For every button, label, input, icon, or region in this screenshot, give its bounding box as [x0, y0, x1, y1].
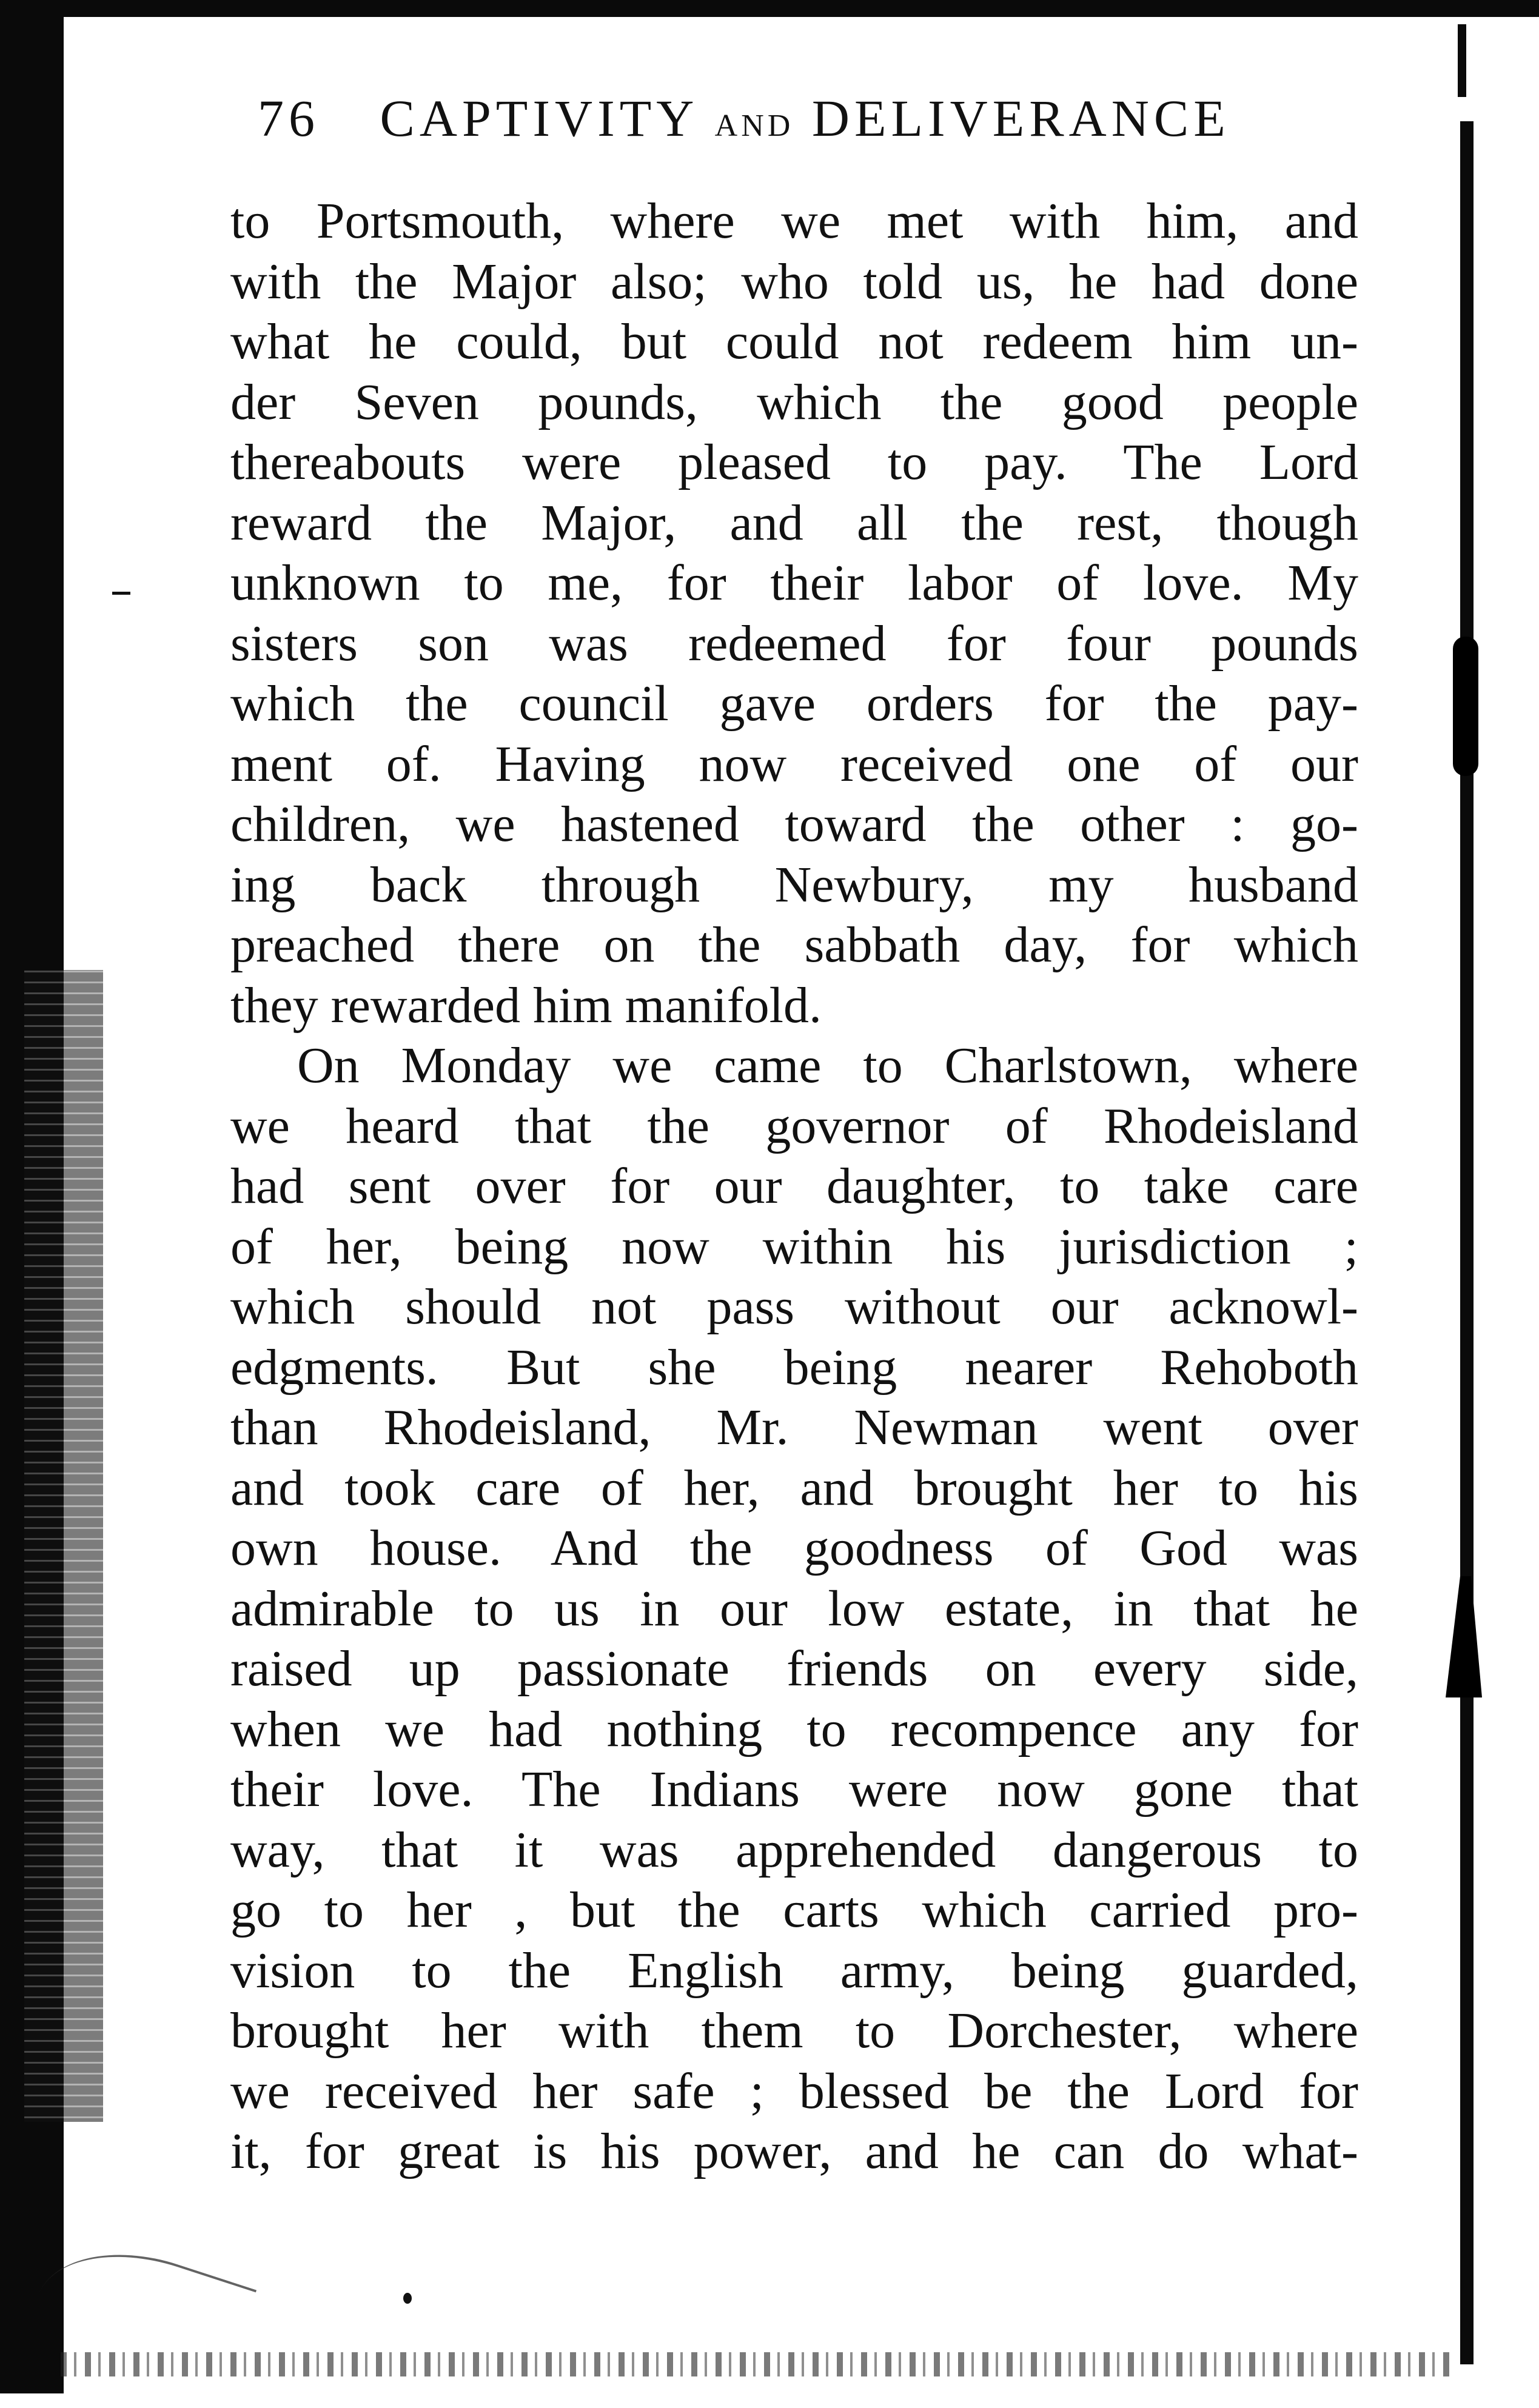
paragraph-2	[230, 1035, 1358, 2182]
text-line: which should not pass without our acknowl-	[230, 1279, 1358, 1335]
text-line: ing back through Newbury, my husband	[230, 856, 1358, 913]
text-line: On Monday we came to Charlstown, where	[297, 1037, 1358, 1094]
paragraph-1	[230, 191, 1358, 1035]
text-line: brought her with them to Dorchester, where	[230, 2002, 1358, 2059]
text-line: and took care of her, and brought her to his	[230, 1459, 1358, 1516]
text-line: to Portsmouth, where we met with him, and	[230, 193, 1358, 249]
text-line: unknown to me, for their labor of love. My	[230, 555, 1358, 611]
body-text	[230, 191, 1358, 2182]
text-line: ment of. Having now received one of our	[230, 735, 1358, 792]
scan-right-rule-top	[1458, 24, 1466, 97]
text-line: children, we hastened toward the other : go-	[230, 796, 1358, 852]
text-line: own house. And the goodness of God was	[230, 1520, 1358, 1576]
text-line: it, for great is his power, and he can do what-	[230, 2123, 1358, 2179]
text-line: with the Major also; who told us, he had done	[230, 253, 1358, 310]
scan-right-rule	[1460, 121, 1474, 2364]
text-line: than Rhodeisland, Mr. Newman went over	[230, 1399, 1358, 1456]
running-title	[380, 85, 1230, 159]
text-line: sisters son was redeemed for four pounds	[230, 615, 1358, 672]
text-line: der Seven pounds, which the good people	[230, 373, 1358, 430]
text-line: way, that it was apprehended dangerous to	[230, 1821, 1358, 1878]
text-line: of her, being now within his jurisdiction ;	[230, 1218, 1358, 1275]
scan-bottom-smudge	[61, 2352, 1455, 2376]
scan-top-border	[0, 0, 1539, 17]
text-line: what he could, but could not redeem him un-	[230, 313, 1358, 370]
running-title-and: AND	[714, 109, 794, 143]
page-number: 76	[258, 89, 320, 147]
text-line: we received her safe ; blessed be the Lord for	[230, 2062, 1358, 2119]
scan-ink-blob	[1453, 637, 1478, 776]
page-header	[258, 85, 1349, 152]
stray-ink-mark	[403, 2293, 412, 2304]
text-line: edgments. But she being nearer Rehoboth	[230, 1339, 1358, 1396]
margin-dash-mark	[112, 592, 130, 595]
text-line: raised up passionate friends on every side,	[230, 1640, 1358, 1697]
text-line: admirable to us in our low estate, in that he	[230, 1580, 1358, 1637]
text-line: reward the Major, and all the rest, though	[230, 494, 1358, 551]
text-line: go to her , but the carts which carried pro-	[230, 1882, 1358, 1938]
text-line: their love. The Indians were now gone that	[230, 1761, 1358, 1818]
text-line: vision to the English army, being guarded,	[230, 1942, 1358, 1999]
scan-ink-notch	[1446, 1576, 1482, 1697]
text-line: which the council gave orders for the pay-	[230, 675, 1358, 732]
text-line: had sent over for our daughter, to take care	[230, 1158, 1358, 1214]
running-title-part2: DELIVERANCE	[811, 89, 1230, 147]
text-line: when we had nothing to recompence any for	[230, 1701, 1358, 1758]
scan-margin-speckle	[24, 970, 103, 2122]
text-line: they rewarded him manifold.	[230, 977, 822, 1034]
running-title-part1: CAPTIVITY	[380, 89, 697, 147]
text-line: thereabouts were pleased to pay. The Lord	[230, 434, 1358, 490]
text-line: we heard that the governor of Rhodeisland	[230, 1097, 1358, 1154]
text-line: preached there on the sabbath day, for which	[230, 917, 1358, 973]
